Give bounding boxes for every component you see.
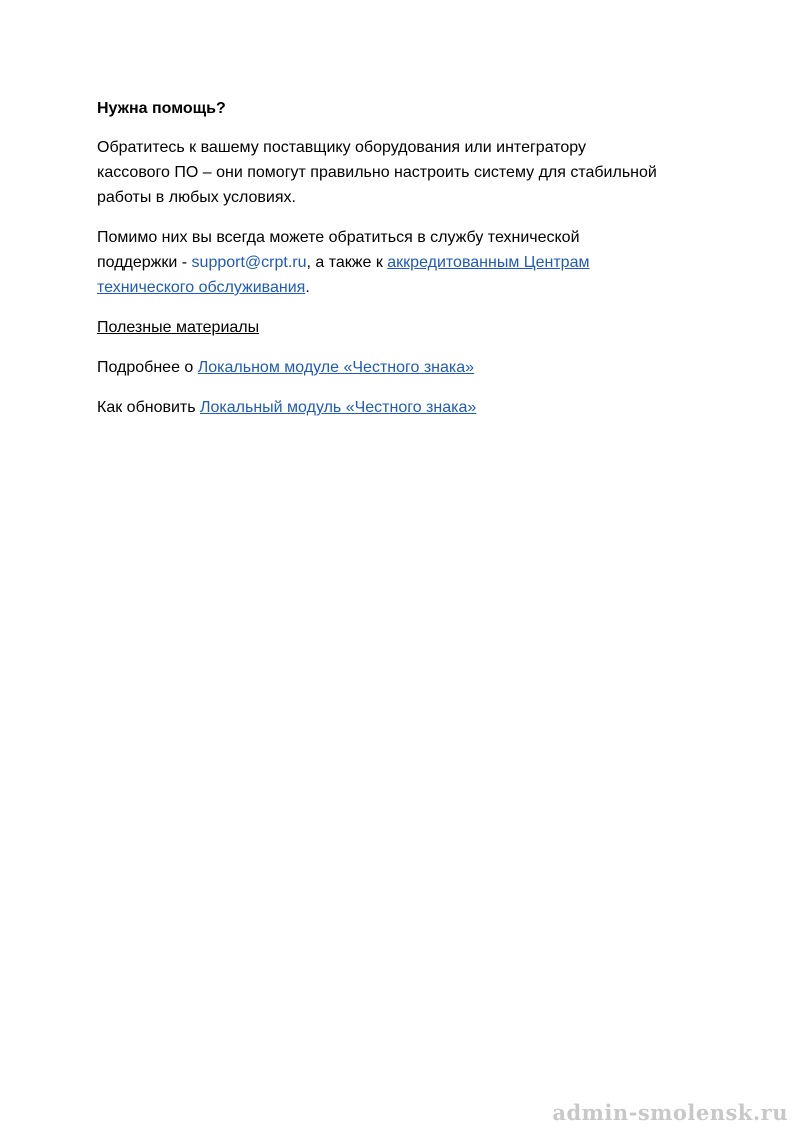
- list-item: [97, 395, 707, 420]
- support-middle-text: , а также к: [306, 254, 388, 271]
- paragraph-line: работы в любых условиях.: [97, 189, 296, 206]
- paragraph-line-service: [97, 275, 707, 300]
- materials-item-about: [97, 355, 707, 380]
- service-centers-link[interactable]: аккредитованным Центрам: [387, 254, 590, 271]
- item-prefix-text: Подробнее о: [97, 359, 198, 376]
- local-module-about-link[interactable]: Локальном модуле «Честного знака»: [197, 359, 475, 376]
- useful-materials-heading: Полезные материалы: [97, 319, 260, 336]
- site-watermark: admin-smolensk.ru: [552, 1100, 788, 1125]
- paragraph-line: кассового ПО – они помогут правильно настроить систему для стабильной: [97, 164, 657, 181]
- paragraph-support: [97, 225, 707, 300]
- paragraph-line-support: [97, 250, 707, 275]
- paragraph-line: Помимо них вы всегда можете обратиться в службу технической: [97, 229, 580, 246]
- materials-title: [97, 315, 707, 340]
- support-prefix-text: поддержки -: [97, 254, 192, 271]
- document-body: [97, 96, 707, 435]
- materials-item-update: [97, 395, 707, 420]
- support-email-link[interactable]: support@crpt.ru: [191, 254, 307, 271]
- item-prefix-text: Как обновить: [97, 399, 201, 416]
- period-text: .: [305, 279, 310, 296]
- local-module-update-link[interactable]: Локальный модуль «Честного знака»: [200, 399, 477, 416]
- service-centers-link-continued[interactable]: технического обслуживания: [97, 279, 306, 296]
- list-item: [97, 355, 707, 380]
- paragraph-line: Обратитесь к вашему поставщику оборудования или интегратору: [97, 139, 587, 156]
- page-title: Нужна помощь?: [97, 100, 226, 117]
- paragraph-contact-vendor: [97, 135, 707, 210]
